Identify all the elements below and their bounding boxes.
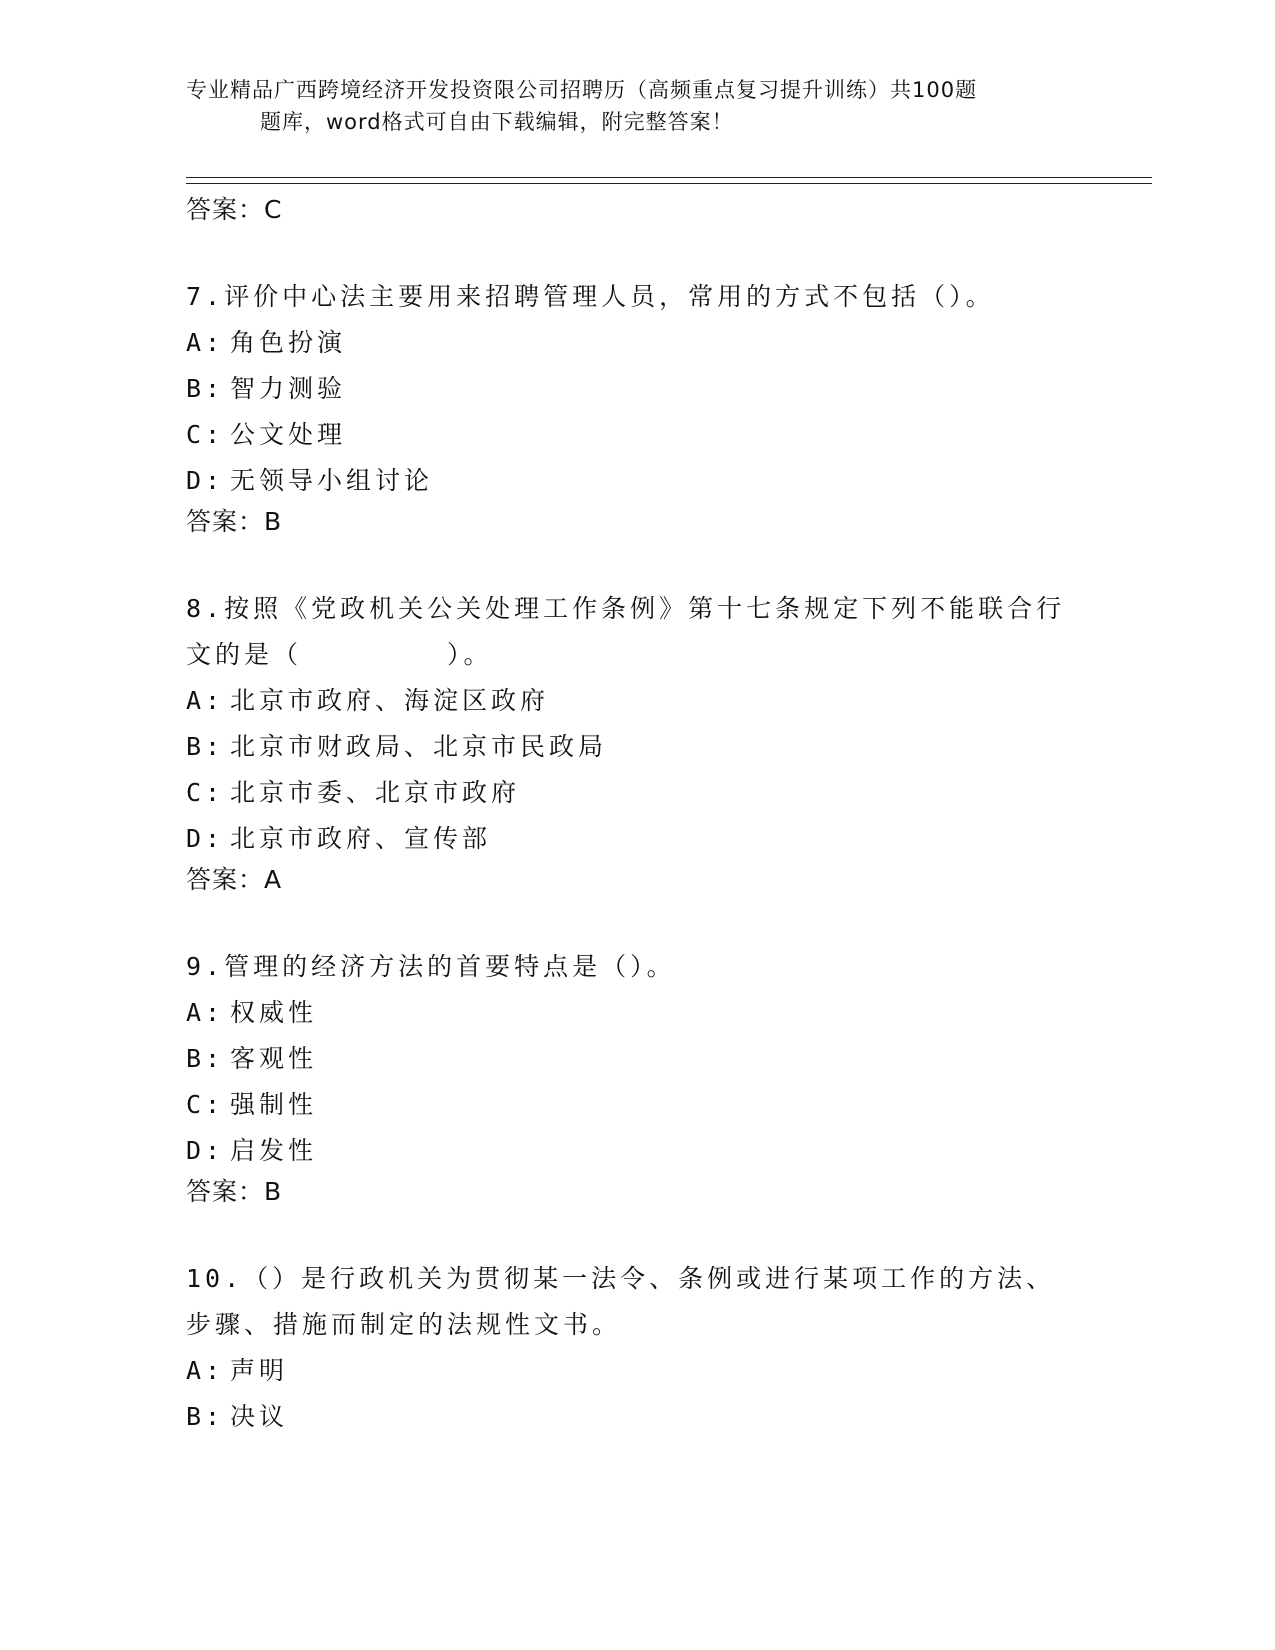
question-7 xyxy=(186,274,1086,540)
option-b xyxy=(186,724,1086,770)
answer: 答案：A xyxy=(186,865,283,894)
option-text: 智力测验 xyxy=(230,374,347,403)
option-text: 权威性 xyxy=(230,998,318,1027)
option-text: 北京市财政局、北京市民政局 xyxy=(230,732,608,761)
option-key: A: xyxy=(186,998,225,1027)
question-text: 8.按照《党政机关公关处理工作条例》第十七条规定下列不能联合行文的是（ ）。 xyxy=(186,594,1066,669)
option-text: 北京市政府、海淀区政府 xyxy=(230,686,550,715)
option-d xyxy=(186,458,1086,504)
question-text: 9.管理的经济方法的首要特点是（）。 xyxy=(186,952,676,981)
option-key: D: xyxy=(186,824,225,853)
option-d xyxy=(186,1128,1086,1174)
option-text: 无领导小组讨论 xyxy=(230,466,434,495)
option-c xyxy=(186,1082,1086,1128)
option-c xyxy=(186,412,1086,458)
option-text: 强制性 xyxy=(230,1090,318,1119)
question-9 xyxy=(186,944,1086,1210)
option-d xyxy=(186,816,1086,862)
option-key: B: xyxy=(186,1402,225,1431)
option-text: 决议 xyxy=(230,1402,289,1431)
option-b xyxy=(186,1394,1086,1440)
option-b xyxy=(186,366,1086,412)
option-text: 声明 xyxy=(230,1356,289,1385)
option-key: C: xyxy=(186,1090,225,1119)
option-text: 启发性 xyxy=(230,1136,318,1165)
option-key: B: xyxy=(186,1044,225,1073)
document-body xyxy=(186,192,1086,1440)
option-key: B: xyxy=(186,732,225,761)
question-8 xyxy=(186,586,1086,898)
question-text: 7.评价中心法主要用来招聘管理人员，常用的方式不包括（）。 xyxy=(186,282,995,311)
document-header xyxy=(186,74,1086,138)
option-a xyxy=(186,1348,1086,1394)
option-key: A: xyxy=(186,686,225,715)
option-key: D: xyxy=(186,1136,225,1165)
option-c xyxy=(186,770,1086,816)
option-a xyxy=(186,990,1086,1036)
option-text: 北京市政府、宣传部 xyxy=(230,824,492,853)
option-a xyxy=(186,320,1086,366)
question-text: 10.（）是行政机关为贯彻某一法令、条例或进行某项工作的方法、步骤、措施而制定的法规性文书。 xyxy=(186,1264,1056,1339)
option-key: A: xyxy=(186,328,225,357)
option-key: C: xyxy=(186,778,225,807)
answer: 答案：B xyxy=(186,507,283,536)
option-key: B: xyxy=(186,374,225,403)
answer-previous: 答案：C xyxy=(186,195,283,224)
option-text: 公文处理 xyxy=(230,420,347,449)
option-text: 客观性 xyxy=(230,1044,318,1073)
header-divider-top xyxy=(186,177,1152,178)
option-b xyxy=(186,1036,1086,1082)
answer: 答案：B xyxy=(186,1177,283,1206)
header-divider-bottom xyxy=(186,183,1152,184)
option-text: 角色扮演 xyxy=(230,328,347,357)
option-key: C: xyxy=(186,420,225,449)
option-key: A: xyxy=(186,1356,225,1385)
option-a xyxy=(186,678,1086,724)
question-10 xyxy=(186,1256,1086,1440)
option-text: 北京市委、北京市政府 xyxy=(230,778,521,807)
header-title-line-1: 专业精品广西跨境经济开发投资限公司招聘历（高频重点复习提升训练）共100题 xyxy=(186,78,978,102)
option-key: D: xyxy=(186,466,225,495)
header-title-line-2: 题库，word格式可自由下载编辑，附完整答案！ xyxy=(260,110,734,134)
